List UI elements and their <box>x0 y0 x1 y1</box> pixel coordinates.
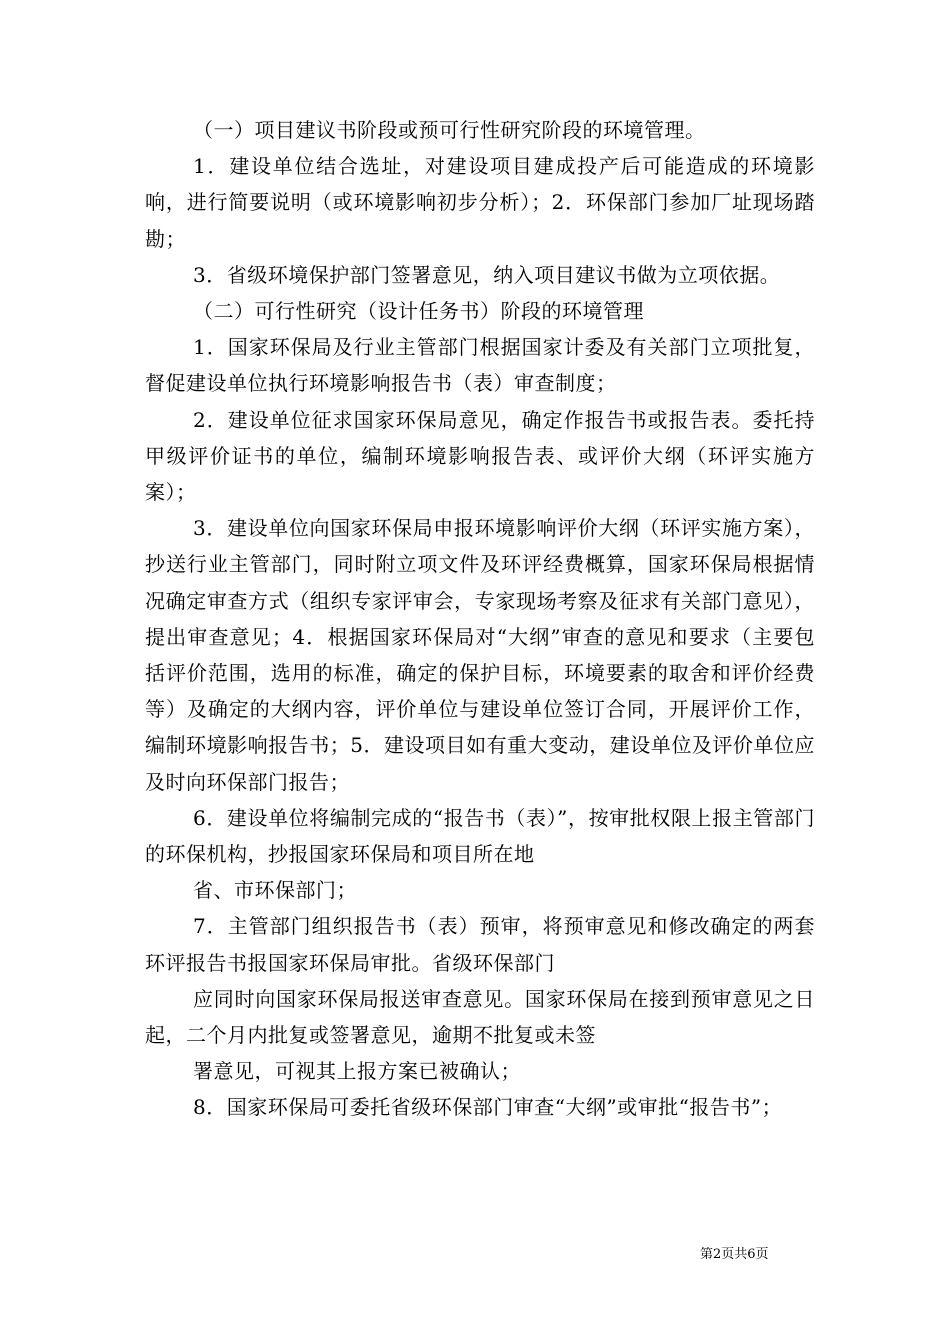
paragraph: 省、市环保部门； <box>193 878 357 903</box>
paragraph: 1．建设单位结合选址，对建设项目建成投产后可能造成的环境影响，进行简要说明（或环境影响初步分析）；2．环保部门参加厂址现场踏勘； <box>145 154 815 251</box>
paragraph: 2．建设单位征求国家环保局意见，确定作报告书或报告表。委托持甲级评价证书的单位，编制环境影响报告表、或评价大纲（环评实施方案）； <box>145 407 815 505</box>
document-body <box>145 112 815 1126</box>
paragraph: 8．国家环保局可委托省级环保部门审查“大纲”或审批“报告书”； <box>193 1095 783 1120</box>
paragraph: （一）项目建议书阶段或预可行性研究阶段的环境管理。 <box>193 118 706 142</box>
paragraph: 1．国家环保局及行业主管部门根据国家计委及有关部门立项批复，督促建设单位执行环境影响报告书（表）审查制度； <box>145 335 815 396</box>
paragraph: 应同时向国家环保局报送审查意见。国家环保局在接到预审意见之日起，二个月内批复或签署意见，逾期不批复或未签 <box>145 986 815 1048</box>
paragraph: 6．建设单位将编制完成的“报告书（表）”，按审批权限上报主管部门的环保机构，抄报国家环保局和项目所在地 <box>145 805 815 867</box>
paragraph: 3．建设单位向国家环保局申报环境影响评价大纲（环评实施方案），抄送行业主管部门，同时附立项文件及环评经费概算，国家环保局根据情况确定审查方式（组织专家评审会，专家现场考察及征求有关部门意见），提出审查意见；4．根据国家环保局对“大纲”审查的意见和要求（主要包括评价范围，选用的标准，确定的保护目标，环境要素的取舍和评价经费等）及确定的大纲内容，评价单位与建设单位签订合同，开展评价工作，编制环境影响报告书；5．建设项目如有重大变动，建设单位及评价单位应及时向环保部门报告； <box>145 516 815 794</box>
paragraph: 7．主管部门组织报告书（表）预审，将预审意见和修改确定的两套环评报告书报国家环保局审批。省级环保部门 <box>145 914 815 975</box>
paragraph: （二）可行性研究（设计任务书）阶段的环境管理 <box>193 299 644 324</box>
paragraph: 署意见，可视其上报方案已被确认； <box>193 1059 521 1084</box>
paragraph: 3．省级环境保护部门签署意见，纳入项目建议书做为立项依据。 <box>193 262 781 287</box>
page-number: 第2页共6页 <box>700 1247 769 1262</box>
